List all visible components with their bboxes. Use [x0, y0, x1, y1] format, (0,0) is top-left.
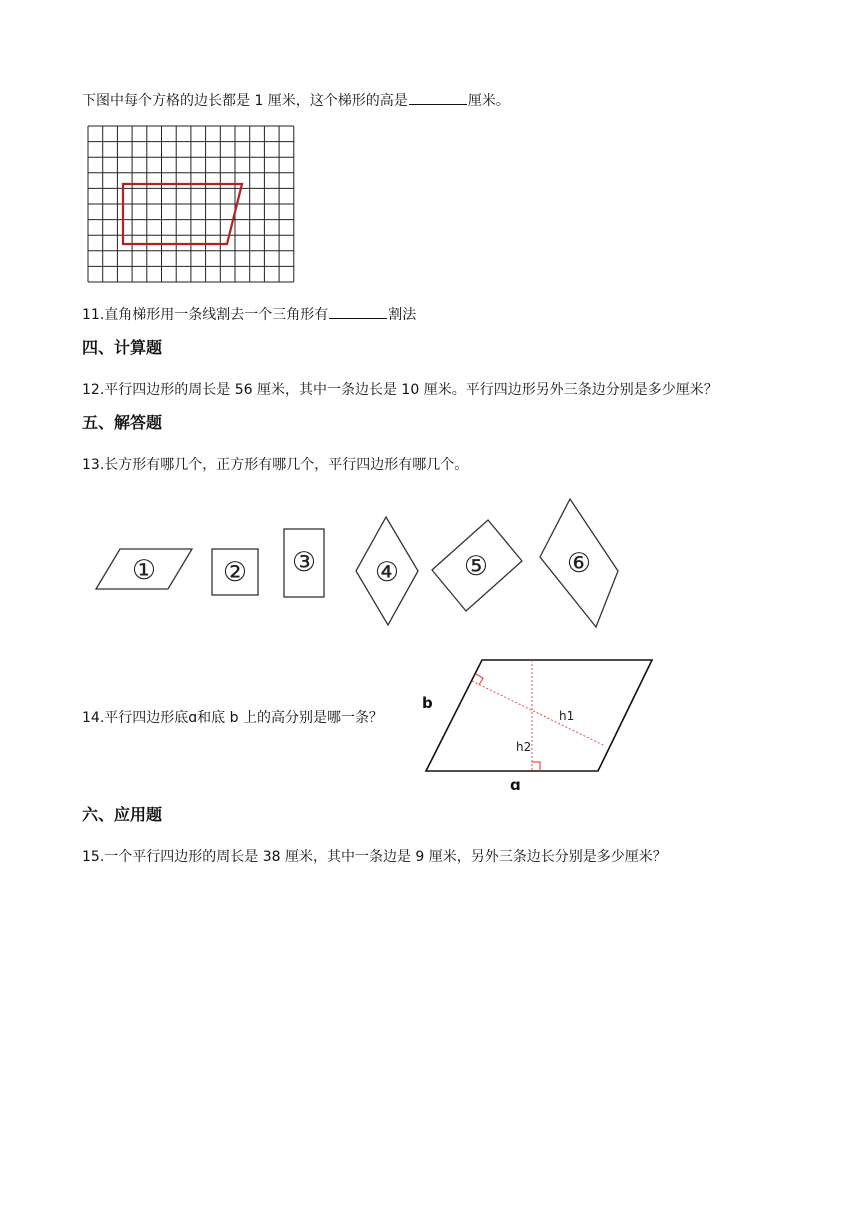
answer-blank[interactable] [409, 90, 467, 105]
shape-6-label: ⑥ [566, 548, 592, 579]
parallelogram-heights-figure [420, 654, 660, 799]
question-11-text-before: 11.直角梯形用一条线割去一个三角形有 [82, 307, 329, 323]
height-h1-line [472, 681, 605, 746]
right-angle-mark-h2 [532, 762, 540, 771]
question-15-text: 15.一个平行四边形的周长是 38 厘米，其中一条边是 9 厘米，另外三条边长分别是多少厘米？ [82, 849, 667, 865]
question-13-text: 13.长方形有哪几个，正方形有哪几个，平行四边形有哪几个。 [82, 457, 469, 473]
label-h1: h1 [559, 709, 575, 723]
question-10-text-after: 厘米。 [467, 93, 510, 109]
shape-2-label: ② [222, 557, 248, 588]
square-grid [88, 126, 294, 282]
section-heading-answer: 五、解答题 [82, 413, 163, 432]
section-heading-calculation: 四、计算题 [82, 338, 163, 357]
question-10-text [82, 90, 510, 111]
shape-4-label: ④ [374, 557, 400, 588]
parallelogram-shape [426, 660, 652, 771]
question-14-text: 14.平行四边形底ɑ和底 b 上的高分别是哪一条？ [82, 710, 383, 726]
label-h2: h2 [516, 740, 532, 754]
shape-5-label: ⑤ [463, 551, 489, 582]
question-11-text-after: 割法 [388, 307, 417, 323]
shape-1-label: ① [131, 555, 157, 586]
label-a: ɑ [510, 776, 521, 794]
shapes-figure [88, 495, 628, 635]
label-b: b [422, 694, 433, 712]
answer-blank[interactable] [329, 304, 387, 319]
grid-trapezoid-figure [88, 126, 298, 286]
question-12-text: 12.平行四边形的周长是 56 厘米，其中一条边长是 10 厘米。平行四边形另外三条边分别是多少厘米？ [82, 382, 718, 398]
question-11-text [82, 304, 416, 325]
question-10-text-before: 下图中每个方格的边长都是 1 厘米，这个梯形的高是 [82, 93, 408, 109]
section-heading-application: 六、应用题 [82, 805, 163, 824]
shape-3-label: ③ [291, 547, 317, 578]
